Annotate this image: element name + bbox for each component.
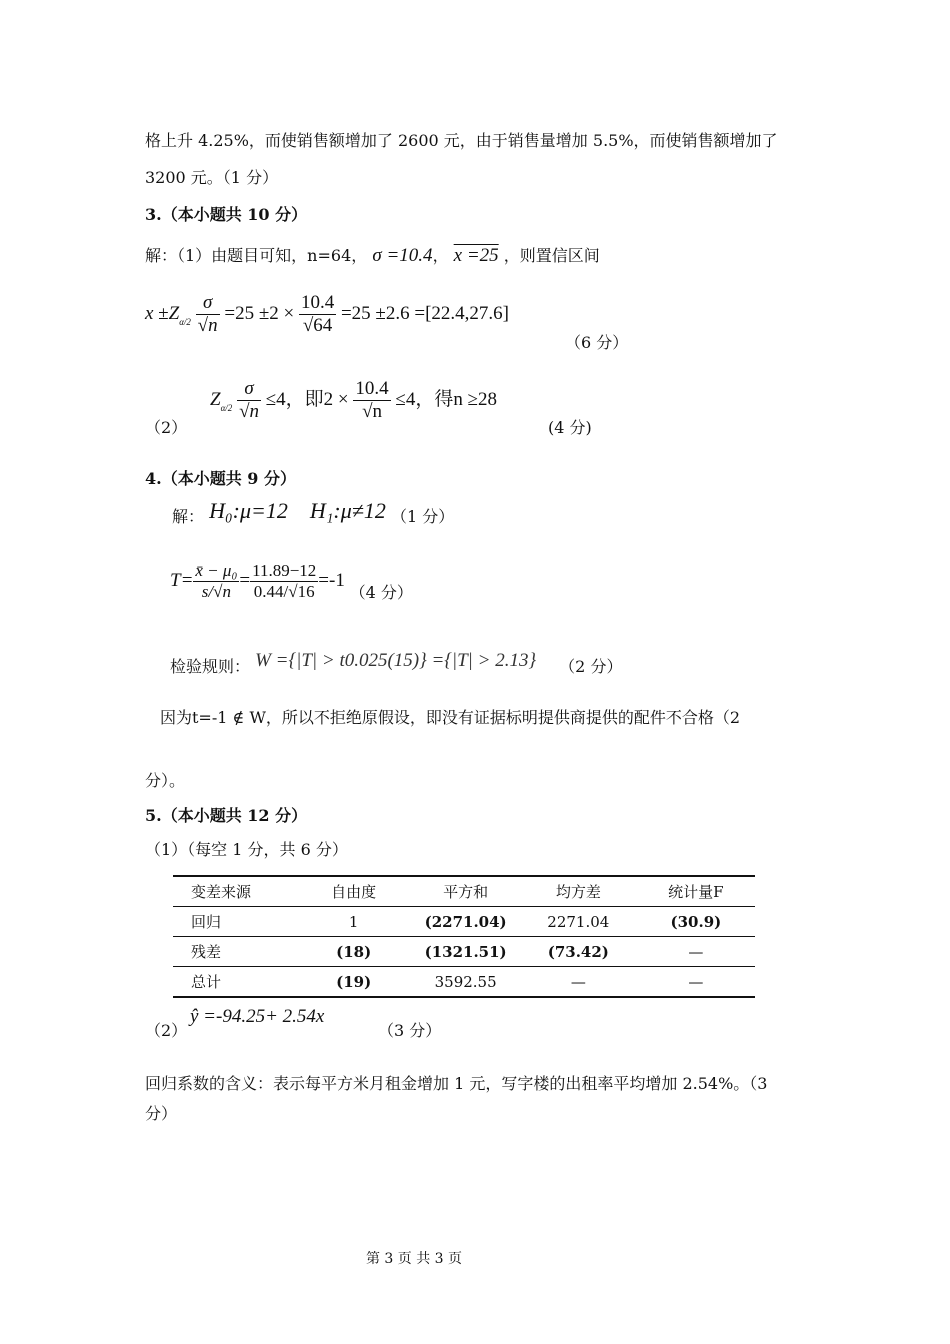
q3-f1-half-alpha: α/2 [179, 316, 191, 327]
q4-t-lhs: T= [170, 569, 194, 591]
anova-header: 平方和 [411, 876, 520, 907]
q3-part1-tail: ，则置信区间 [503, 246, 600, 265]
q3-f2-mid: ≤4，即2 × [265, 388, 349, 410]
table-row [173, 937, 755, 967]
q4-heading: 4.（本小题共 9 分） [145, 469, 296, 488]
q5-meaning-line-1: 回归系数的含义：表示每平方米月租金增加 1 元，写字楼的出租率平均增加 2.54%。（3 [145, 1074, 768, 1093]
anova-cell: (2271.04) [411, 907, 520, 937]
table-row [173, 907, 755, 937]
q3-sigma-eq: σ =10.4 [372, 245, 433, 266]
anova-header: 统计量F [637, 876, 755, 907]
q3-score-1: （6 分） [565, 333, 629, 352]
q3-f2-den: √n [353, 400, 390, 423]
q4-hypotheses: H₀:μ=12 H₁:μ≠12 [209, 498, 386, 523]
anova-cell: (18) [296, 937, 411, 967]
q4-t-num-1: x̄ − μ₀ [195, 561, 238, 580]
anova-header: 变差来源 [173, 876, 296, 907]
q3-f1-den: √64 [299, 314, 336, 337]
q4-conclusion-line-2: 分）。 [145, 771, 186, 790]
anova-cell: — [637, 937, 755, 967]
q3-xbar-eq: x =25 [453, 245, 499, 266]
q4-conclusion-line-1: 因为t=-1 ∉ W，所以不拒绝原假设，即没有证据标明提供商提供的配件不合格（2 [160, 708, 741, 727]
table-row [173, 967, 755, 998]
anova-cell: 回归 [173, 907, 296, 937]
q3-f1-sqrt-n: √n [197, 315, 218, 336]
q3-f2-sqrt-n: √n [239, 401, 259, 422]
q4-t-statistic: T= $\frac{\text{x̄ − μ₀}}{s/√n}$ = $\frac{11.89-12}{0.44/√16}$ =-1 $_{(4 分)}$ [170, 561, 413, 602]
q3-heading: 3.（本小题共 10 分） [145, 205, 308, 224]
q5-regression-equation: ŷ =-94.25+ 2.54x [190, 1006, 325, 1027]
q4-rule-line [170, 650, 622, 677]
intro-line-1: 格上升 4.25%，而使销售额增加了 2600 元，由于销售量增加 5.5%，而使销售额增加了 [145, 131, 778, 150]
q3-f2-rhs: ≤4，得n ≥28 [395, 388, 498, 410]
anova-cell: — [637, 967, 755, 998]
q3-f1-rhs: =25 ±2.6 =[22.4,27.6] [340, 302, 509, 324]
q5-part2-label: （2） [145, 1021, 188, 1040]
anova-cell: (30.9) [637, 907, 755, 937]
q3-part2-label: （2） [145, 418, 188, 437]
anova-cell: 2271.04 [520, 907, 637, 937]
anova-cell: (19) [296, 967, 411, 998]
q3-part1-text: 解：（1）由题目可知，n=64， [145, 246, 368, 265]
q3-f2-num: 10.4 [355, 378, 389, 399]
anova-header: 自由度 [296, 876, 411, 907]
q4-rule-label: 检验规则： [170, 657, 251, 676]
intro-line-2: 3200 元。（1 分） [145, 168, 279, 187]
q5-meaning-line-2: 分） [145, 1104, 178, 1123]
q3-f1-sigma: σ [202, 292, 213, 313]
q4-rule-score: （2 分） [559, 657, 623, 676]
q5-part2-score: （3 分） [378, 1021, 442, 1040]
q3-f2-half-alpha: α/2 [220, 402, 233, 413]
q3-formula-2 [210, 378, 497, 423]
q4-hyp-score: （1 分） [390, 507, 455, 526]
anova-header-row [173, 876, 755, 907]
q4-t-rhs: =-1 [318, 569, 345, 591]
anova-cell: 残差 [173, 937, 296, 967]
q3-f2-z: Z [210, 388, 221, 410]
anova-cell: 1 [296, 907, 411, 937]
q4-rule: W ={|T| > t0.025(15)} ={|T| > 2.13} [255, 650, 537, 671]
q4-t-den-2: 0.44/√16 [250, 581, 318, 602]
q3-score-2: (4 分) [548, 418, 592, 437]
q4-t-num-2: 11.89−12 [252, 561, 317, 580]
anova-cell: (1321.51) [411, 937, 520, 967]
q3-f1-lhs: x ±Z [145, 302, 180, 324]
q4-hypothesis-line [172, 498, 454, 527]
q4-t-score: （4 分） [349, 582, 413, 602]
q3-f1-mid: =25 ±2 × [224, 302, 295, 324]
page-footer: 第 3 页 共 3 页 [365, 1251, 463, 1267]
anova-cell: (73.42) [520, 937, 637, 967]
q4-hyp-label: 解： [172, 507, 205, 526]
q3-formula-1 [145, 292, 509, 337]
q4-t-den-1: s/√n [193, 581, 239, 602]
q5-heading: 5.（本小题共 12 分） [145, 806, 308, 825]
anova-cell: — [520, 967, 637, 998]
anova-cell: 总计 [173, 967, 296, 998]
q3-f1-num: 10.4 [300, 292, 335, 313]
q3-f2-sigma: σ [244, 378, 254, 399]
anova-cell: 3592.55 [411, 967, 520, 998]
q5-part1: （1）（每空 1 分，共 6 分） [145, 840, 348, 859]
anova-table [173, 875, 755, 998]
q3-part1-line: 解：（1）由题目可知，n=64， σ =10.4， x =25 ，则置信区间 [145, 245, 600, 266]
anova-header: 均方差 [520, 876, 637, 907]
